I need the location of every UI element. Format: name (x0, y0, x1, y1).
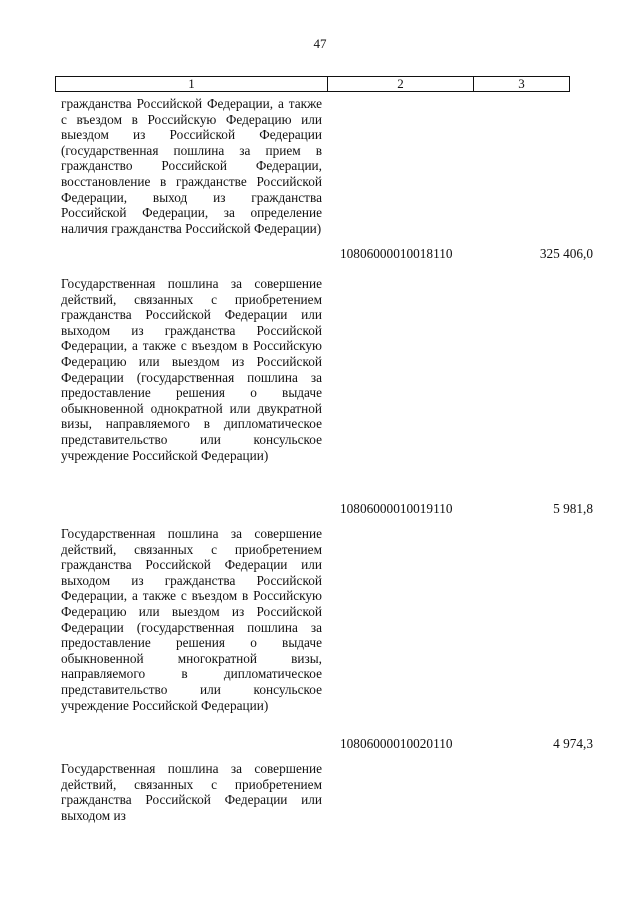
row-amount: 4 974,3 (553, 736, 593, 751)
row-description: Государственная пошлина за совершение действий, связанных с приобретением гражданства Российской Федерации или выходом из гражданства Российской Федерации, а также с въездом в Российскую Федерацию или выездом из Российской Федерации (государственная пошлина за предоставление решения о выдаче обыкновенной многократной визы, направляемого в дипломатическое представительство или консульское учреждение Российской Федерации) (61, 526, 322, 713)
row-amount: 325 406,0 (539, 246, 593, 261)
column-header-3: 3 (518, 76, 525, 91)
row-description: гражданства Российской Федерации, а также с въездом в Российскую Федерацию или выездом из Российской Федерации (государственная пошлина за прием в гражданство Российской Федерации, восстановление в гражданстве Российской Федерации, выход из гражданства Российской Федерации, за определение наличия гражданства Российской Федерации) (61, 96, 322, 236)
page-number: 47 (313, 36, 327, 51)
row-description: Государственная пошлина за совершение действий, связанных с приобретением гражданства Российской Федерации или выходом из (61, 761, 322, 823)
row-code: 10806000010019110 (340, 501, 453, 516)
row-code: 10806000010018110 (340, 246, 453, 261)
table-header-row (55, 76, 570, 92)
column-header-1: 1 (56, 77, 328, 91)
row-amount: 5 981,8 (553, 501, 593, 516)
row-code: 10806000010020110 (340, 736, 453, 751)
row-description: Государственная пошлина за совершение действий, связанных с приобретением гражданства Российской Федерации или выходом из гражданства Российской Федерации, а также с въездом в Российскую Федерацию или выездом из Российской Федерации (государственная пошлина за предоставление решения о выдаче обыкновенной однократной или двукратной визы, направляемого в дипломатическое представительство или консульское учреждение Российской Федерации) (61, 276, 322, 463)
column-header-2: 2 (328, 77, 474, 91)
